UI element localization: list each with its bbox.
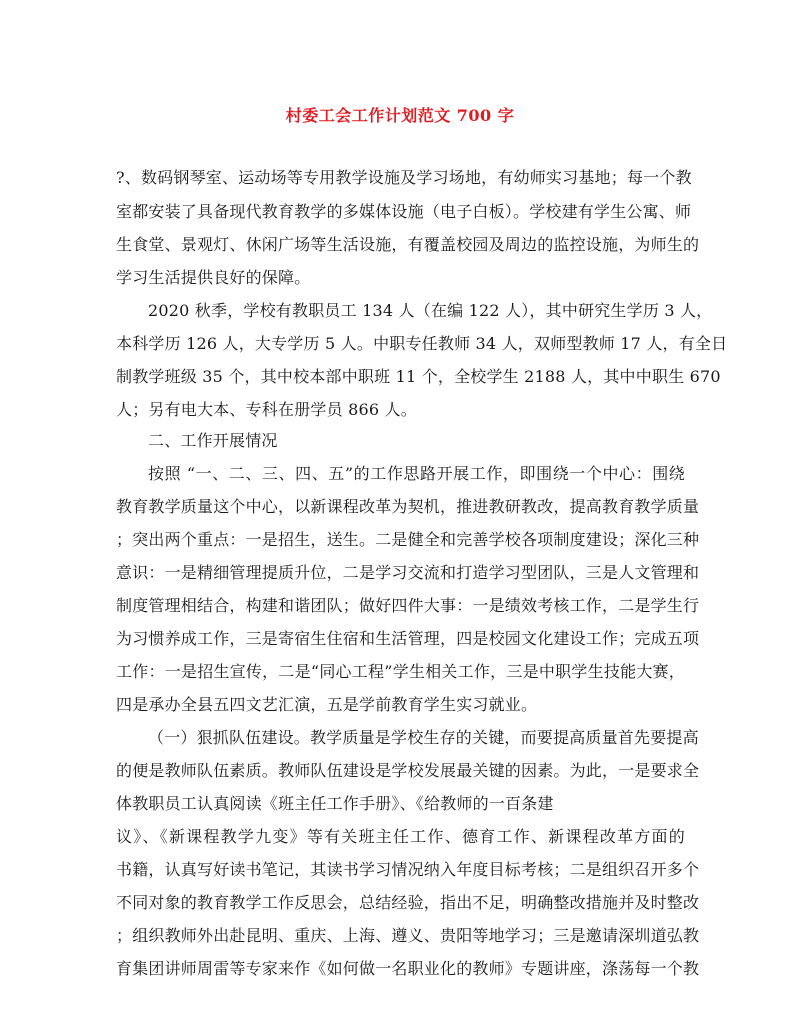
text-line: 生食堂、景观灯、休闲广场等生活设施，有覆盖校园及周边的监控设施，为师生的 xyxy=(116,235,700,254)
text-line: 2020 秋季，学校有教职员工 134 人（在编 122 人），其中研究生学历 3 人， xyxy=(148,301,713,320)
text-line: 学习生活提供良好的保障。 xyxy=(116,268,311,287)
text-line: 育集团讲师周雷等专家来作《如何做一名职业化的教师》专题讲座，涤荡每一个教 xyxy=(116,959,700,978)
text-line: 教育教学质量这个中心，以新课程改革为契机，推进教研教改，提高教育教学质量 xyxy=(116,497,700,516)
text-line: 不同对象的教育教学工作反思会，总结经验，指出不足，明确整改措施并及时整改 xyxy=(116,893,700,912)
text-line: 室都安装了具备现代教育教学的多媒体设施（电子白板）。学校建有学生公寓、师 xyxy=(116,202,692,221)
text-line: ；突出两个重点：一是招生，送生。二是健全和完善学校各项制度建设；深化三种 xyxy=(116,530,700,549)
text-line: 体教职员工认真阅读《班主任工作手册》、《给教师的一百条建 xyxy=(116,794,554,813)
document-title: 村委工会工作计划范文 700 字 xyxy=(285,106,515,125)
text-line: ；组织教师外出赴昆明、重庆、上海、遵义、贵阳等地学习；三是邀请深圳道弘教 xyxy=(116,926,700,945)
text-line: 的便是教师队伍素质。教师队伍建设是学校发展最关键的因素。为此，一是要求全 xyxy=(116,761,700,780)
text-line: 为习惯养成工作，三是寄宿生住宿和生活管理，四是校园文化建设工作；完成五项 xyxy=(116,629,700,648)
text-line: 工作：一是招生宣传，二是“同心工程”学生相关工作，三是中职学生技能大赛， xyxy=(116,662,685,681)
text-line: 议》、《新课程教学九变》等有关班主任工作、德育工作、新课程改革方面的 xyxy=(116,827,685,846)
text-line: 人；另有电大本、专科在册学员 866 人。 xyxy=(116,400,417,419)
text-line: 制度管理相结合，构建和谐团队；做好四件大事：一是绩效考核工作，二是学生行 xyxy=(116,596,700,615)
text-line: 按照 “一、二、三、四、五”的工作思路开展工作，即围绕一个中心：围绕 xyxy=(148,464,685,483)
section-heading: 二、工作开展情况 xyxy=(148,431,278,450)
text-line: 四是承办全县五四文艺汇演，五是学前教育学生实习就业。 xyxy=(116,695,538,714)
text-line: 书籍，认真写好读书笔记，其读书学习情况纳入年度目标考核；二是组织召开多个 xyxy=(116,860,700,879)
text-line: 意识：一是精细管理提质升位，二是学习交流和打造学习型团队，三是人文管理和 xyxy=(116,563,700,582)
text-line: 制教学班级 35 个，其中校本部中职班 11 个，全校学生 2188 人，其中中职生 670 xyxy=(116,367,721,386)
text-line: （一）狠抓队伍建设。教学质量是学校生存的关键，而要提高质量首先要提高 xyxy=(148,728,699,747)
text-line: ?、数码钢琴室、运动场等专用教学设施及学习场地，有幼师实习基地；每一个教 xyxy=(116,168,692,187)
text-line: 本科学历 126 人，大专学历 5 人。中职专任教师 34 人，双师型教师 17 人，有全日 xyxy=(116,334,728,353)
